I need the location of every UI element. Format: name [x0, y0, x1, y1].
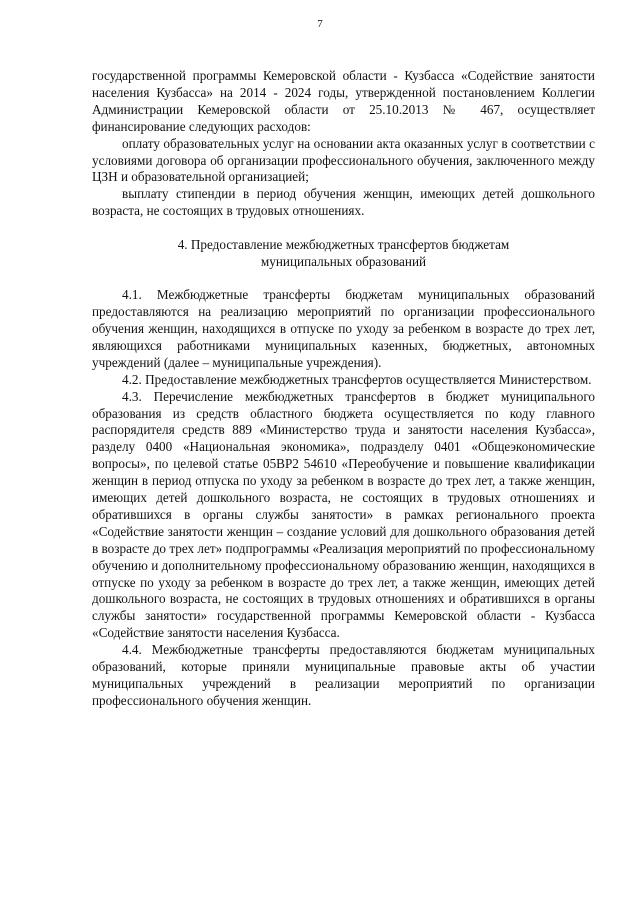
- paragraph-4-4: 4.4. Межбюджетные трансферты предоставляются бюджетам муниципальных образований, которые приняли муниципальные правовые акты об участии муниципальных учреждений в реализации мероприятий по организации профессионального обучения женщин.: [92, 642, 595, 708]
- section-heading-line1: 4. Предоставление межбюджетных трансфертов бюджетам: [177, 237, 510, 253]
- section-heading: [92, 236, 595, 270]
- paragraph-education-services: оплату образовательных услуг на основании акта оказанных услуг в соответствии с условиями договора об организации профессионального обучения, заключенного между ЦЗН и образовательной организацией;: [92, 135, 595, 185]
- paragraph-intro: государственной программы Кемеровской области - Кузбасса «Содействие занятости населения Кузбасса» на 2014 - 2024 годы, утвержденной постановлением Коллегии Администрации Кемеровской области от 25.10.2013 № 467, осуществляет финансирование следующих расходов:: [92, 68, 595, 134]
- paragraph-4-1: 4.1. Межбюджетные трансферты бюджетам муниципальных образований предоставляются на реализацию мероприятий по организации профессионального обучения женщин, находящихся в отпуске по уходу за ребенком в возрасте до трех лет, являющихся работниками муниципальных казенных, бюджетных, автономных учреждений (далее – муниципальные учреждения).: [92, 287, 595, 370]
- paragraph-4-2: 4.2. Предоставление межбюджетных трансфертов осуществляется Министерством.: [122, 371, 592, 387]
- paragraph-4-3: 4.3. Перечисление межбюджетных трансфертов в бюджет муниципального образования из средств областного бюджета осуществляется по коду главного распорядителя средств 889 «Министерство труда и занятости населения Кузбасса», разделу 0400 «Национальная экономика», подразделу 0401 «Общеэкономические вопросы», по целевой статье 05ВР2 54610 «Переобучение и повышение квалификации женщин в период отпуска по уходу за ребенком в возрасте до трех лет, а также женщин, имеющих детей дошкольного возраста, не состоящих в трудовых отношениях и обратившихся в органы службы занятости» в рамках регионального проекта «Содействие занятости женщин – создание условий для дошкольного образования детей в возрасте до трех лет» подпрограммы «Реализация мероприятий по профессиональному обучению и дополнительному профессиональному образованию женщин, находящихся в отпуске по уходу за ребенком в возрасте до трех лет, а также женщин, имеющих детей дошкольного возраста, не состоящих в трудовых отношениях и обратившихся в органы службы занятости» государственной программы Кемеровской области - Кузбасса «Содействие занятости населения Кузбасса.: [92, 388, 595, 641]
- document-body: [92, 68, 595, 710]
- section-heading-line2: муниципальных образований: [260, 254, 427, 270]
- paragraph-stipend: выплату стипендии в период обучения женщин, имеющих детей дошкольного возраста, не состоящих в трудовых отношениях.: [92, 186, 595, 219]
- page-number: 7: [317, 18, 323, 30]
